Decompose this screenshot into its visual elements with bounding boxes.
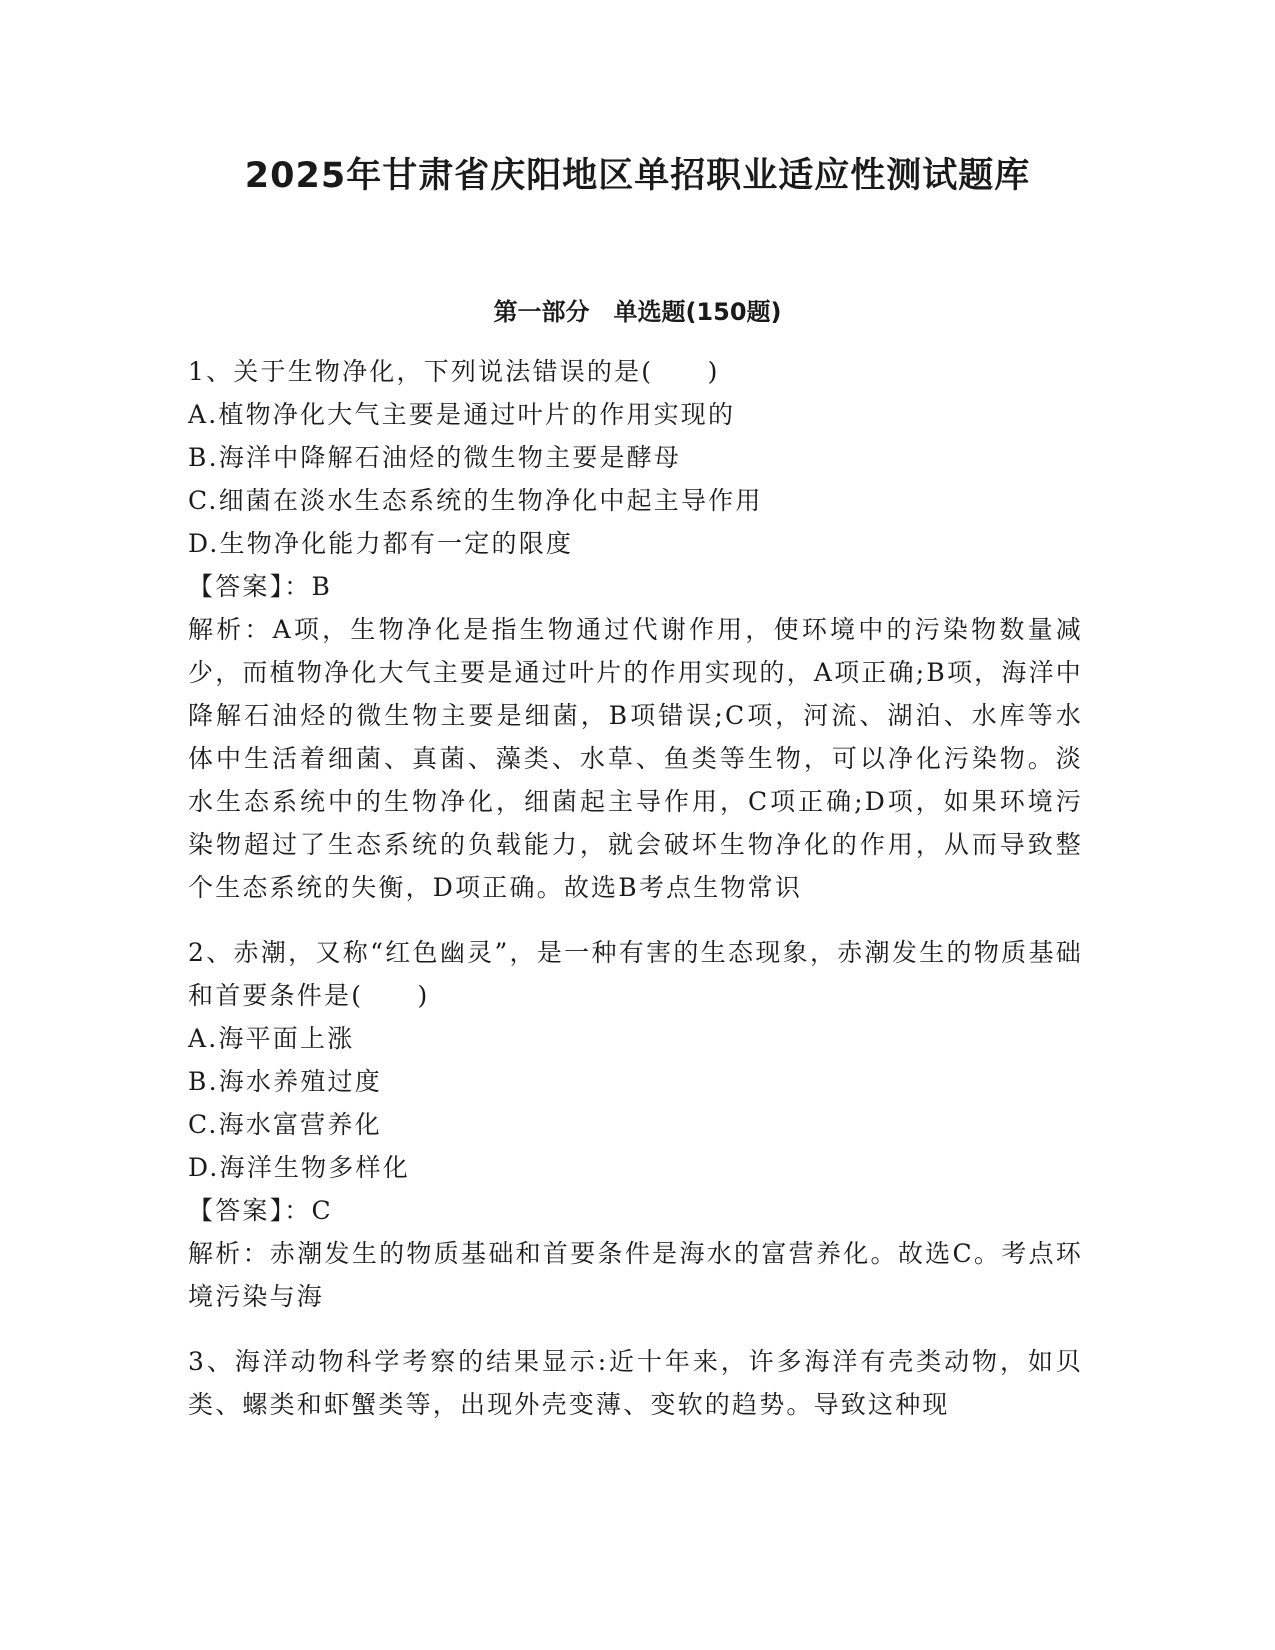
question-item bbox=[188, 350, 1083, 909]
question-list bbox=[188, 350, 1083, 1448]
question-stem: 2、赤潮，又称“红色幽灵”，是一种有害的生态现象，赤潮发生的物质基础和首要条件是( ) bbox=[188, 938, 1083, 1010]
option-d: D.生物净化能力都有一定的限度 bbox=[188, 529, 574, 558]
question-item bbox=[188, 931, 1083, 1318]
question-stem: 1、关于生物净化，下列说法错误的是( ) bbox=[188, 357, 720, 386]
answer-label: 【答案】：C bbox=[188, 1196, 333, 1225]
option-b: B.海洋中降解石油烃的微生物主要是酵母 bbox=[188, 443, 682, 472]
section-title: 第一部分 单选题(150题) bbox=[493, 298, 782, 326]
option-c: C.细菌在淡水生态系统的生物净化中起主导作用 bbox=[188, 486, 763, 515]
document-title: 2025年甘肃省庆阳地区单招职业适应性测试题库 bbox=[244, 156, 1031, 196]
answer-label: 【答案】：B bbox=[188, 572, 333, 601]
question-stem: 3、海洋动物科学考察的结果显示:近十年来，许多海洋有壳类动物，如贝类、螺类和虾蟹类等，出现外壳变薄、变软的趋势。导致这种现 bbox=[188, 1347, 1083, 1419]
option-a: A.植物净化大气主要是通过叶片的作用实现的 bbox=[188, 400, 736, 429]
question-item bbox=[188, 1340, 1083, 1426]
analysis-text: 解析：A项，生物净化是指生物通过代谢作用，使环境中的污染物数量减少，而植物净化大气主要是通过叶片的作用实现的，A项正确;B项，海洋中降解石油烃的微生物主要是细菌，B项错误;C项，河流、湖泊、水库等水体中生活着细菌、真菌、藻类、水草、鱼类等生物，可以净化污染物。淡水生态系统中的生物净化，细菌起主导作用，C项正确;D项，如果环境污染物超过了生态系统的负载能力，就会破坏生物净化的作用，从而导致整个生态系统的失衡，D项正确。故选B考点生物常识 bbox=[188, 615, 1083, 902]
option-d: D.海洋生物多样化 bbox=[188, 1153, 410, 1182]
option-b: B.海水养殖过度 bbox=[188, 1067, 382, 1096]
option-a: A.海平面上涨 bbox=[188, 1024, 355, 1053]
option-c: C.海水富营养化 bbox=[188, 1110, 382, 1139]
analysis-text: 解析：赤潮发生的物质基础和首要条件是海水的富营养化。故选C。考点环境污染与海 bbox=[188, 1239, 1083, 1311]
